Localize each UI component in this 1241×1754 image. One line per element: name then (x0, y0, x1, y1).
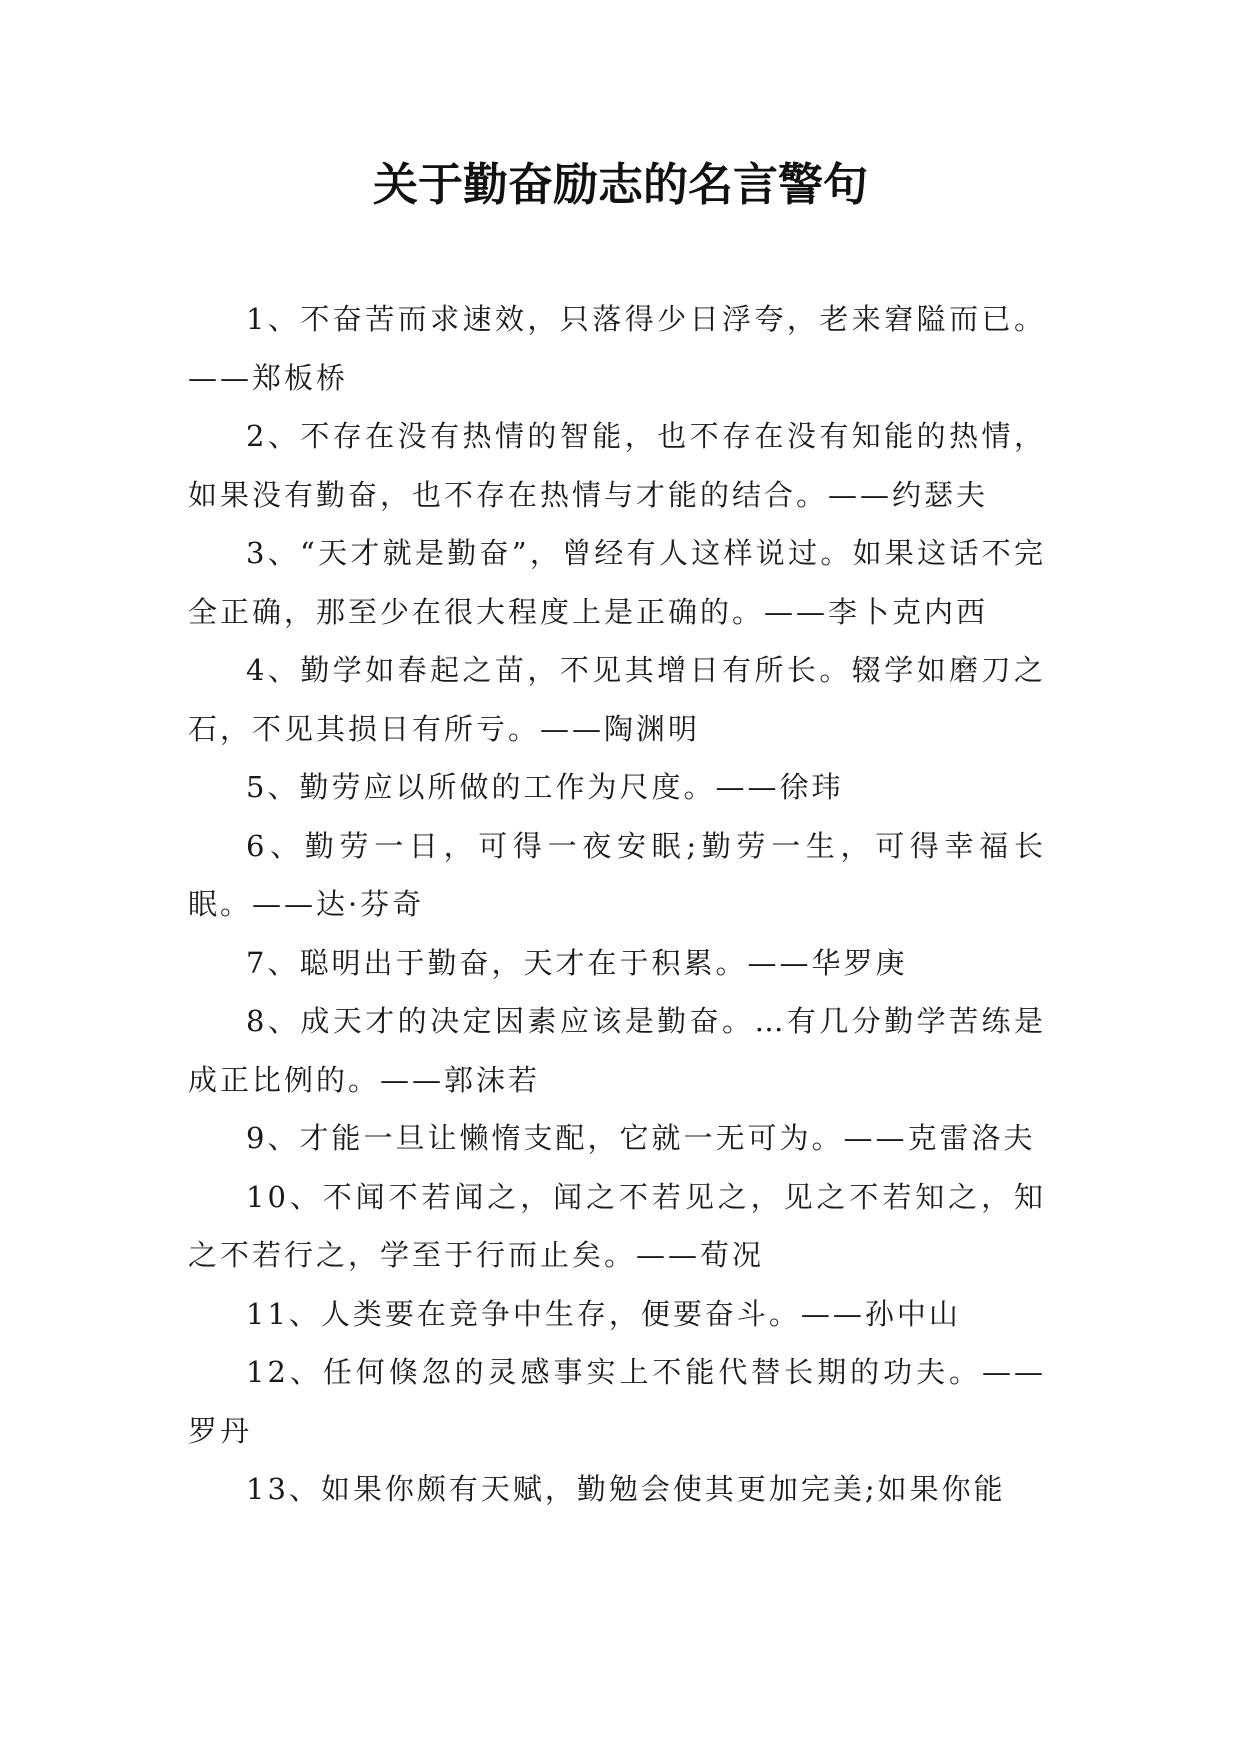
quote-paragraph-12: 12、任何倏忽的灵感事实上不能代替长期的功夫。——罗丹 (188, 1355, 1046, 1448)
quote-paragraph-6: 6、勤劳一日，可得一夜安眠;勤劳一生，可得幸福长眠。——达·芬奇 (188, 828, 1046, 921)
quote-paragraph-2: 2、不存在没有热情的智能，也不存在没有知能的热情，如果没有勤奋，也不存在热情与才能的结合。——约瑟夫 (188, 419, 1046, 512)
quote-paragraph-1: 1、不奋苦而求速效，只落得少日浮夸，老来窘隘而已。——郑板桥 (188, 302, 1046, 395)
quote-paragraph-5: 5、勤劳应以所做的工作为尺度。——徐玮 (246, 770, 844, 804)
quote-paragraph-10: 10、不闻不若闻之，闻之不若见之，见之不若知之，知之不若行之，学至于行而止矣。——荀况 (188, 1179, 1046, 1272)
quote-paragraph-4: 4、勤学如春起之苗，不见其增日有所长。辍学如磨刀之石，不见其损日有所亏。——陶渊明 (188, 653, 1046, 746)
quote-paragraph-9: 9、才能一旦让懒惰支配，它就一无可为。——克雷洛夫 (246, 1121, 1036, 1155)
quote-paragraph-11: 11、人类要在竞争中生存，便要奋斗。——孙中山 (246, 1296, 961, 1331)
quote-paragraph-3: 3、“天才就是勤奋”，曾经有人这样说过。如果这话不完全正确，那至少在很大程度上是正确的。——李卜克内西 (188, 536, 1046, 629)
document-title: 关于勤奋励志的名言警句 (372, 158, 868, 211)
quote-paragraph-7: 7、聪明出于勤奋，天才在于积累。——华罗庚 (246, 945, 908, 980)
quote-list (188, 290, 1046, 1519)
quote-paragraph-8: 8、成天才的决定因素应该是勤奋。…有几分勤学苦练是成正比例的。——郭沫若 (188, 1004, 1046, 1097)
quote-paragraph-13: 13、如果你颇有天赋，勤勉会使其更加完美;如果你能 (246, 1472, 1006, 1506)
